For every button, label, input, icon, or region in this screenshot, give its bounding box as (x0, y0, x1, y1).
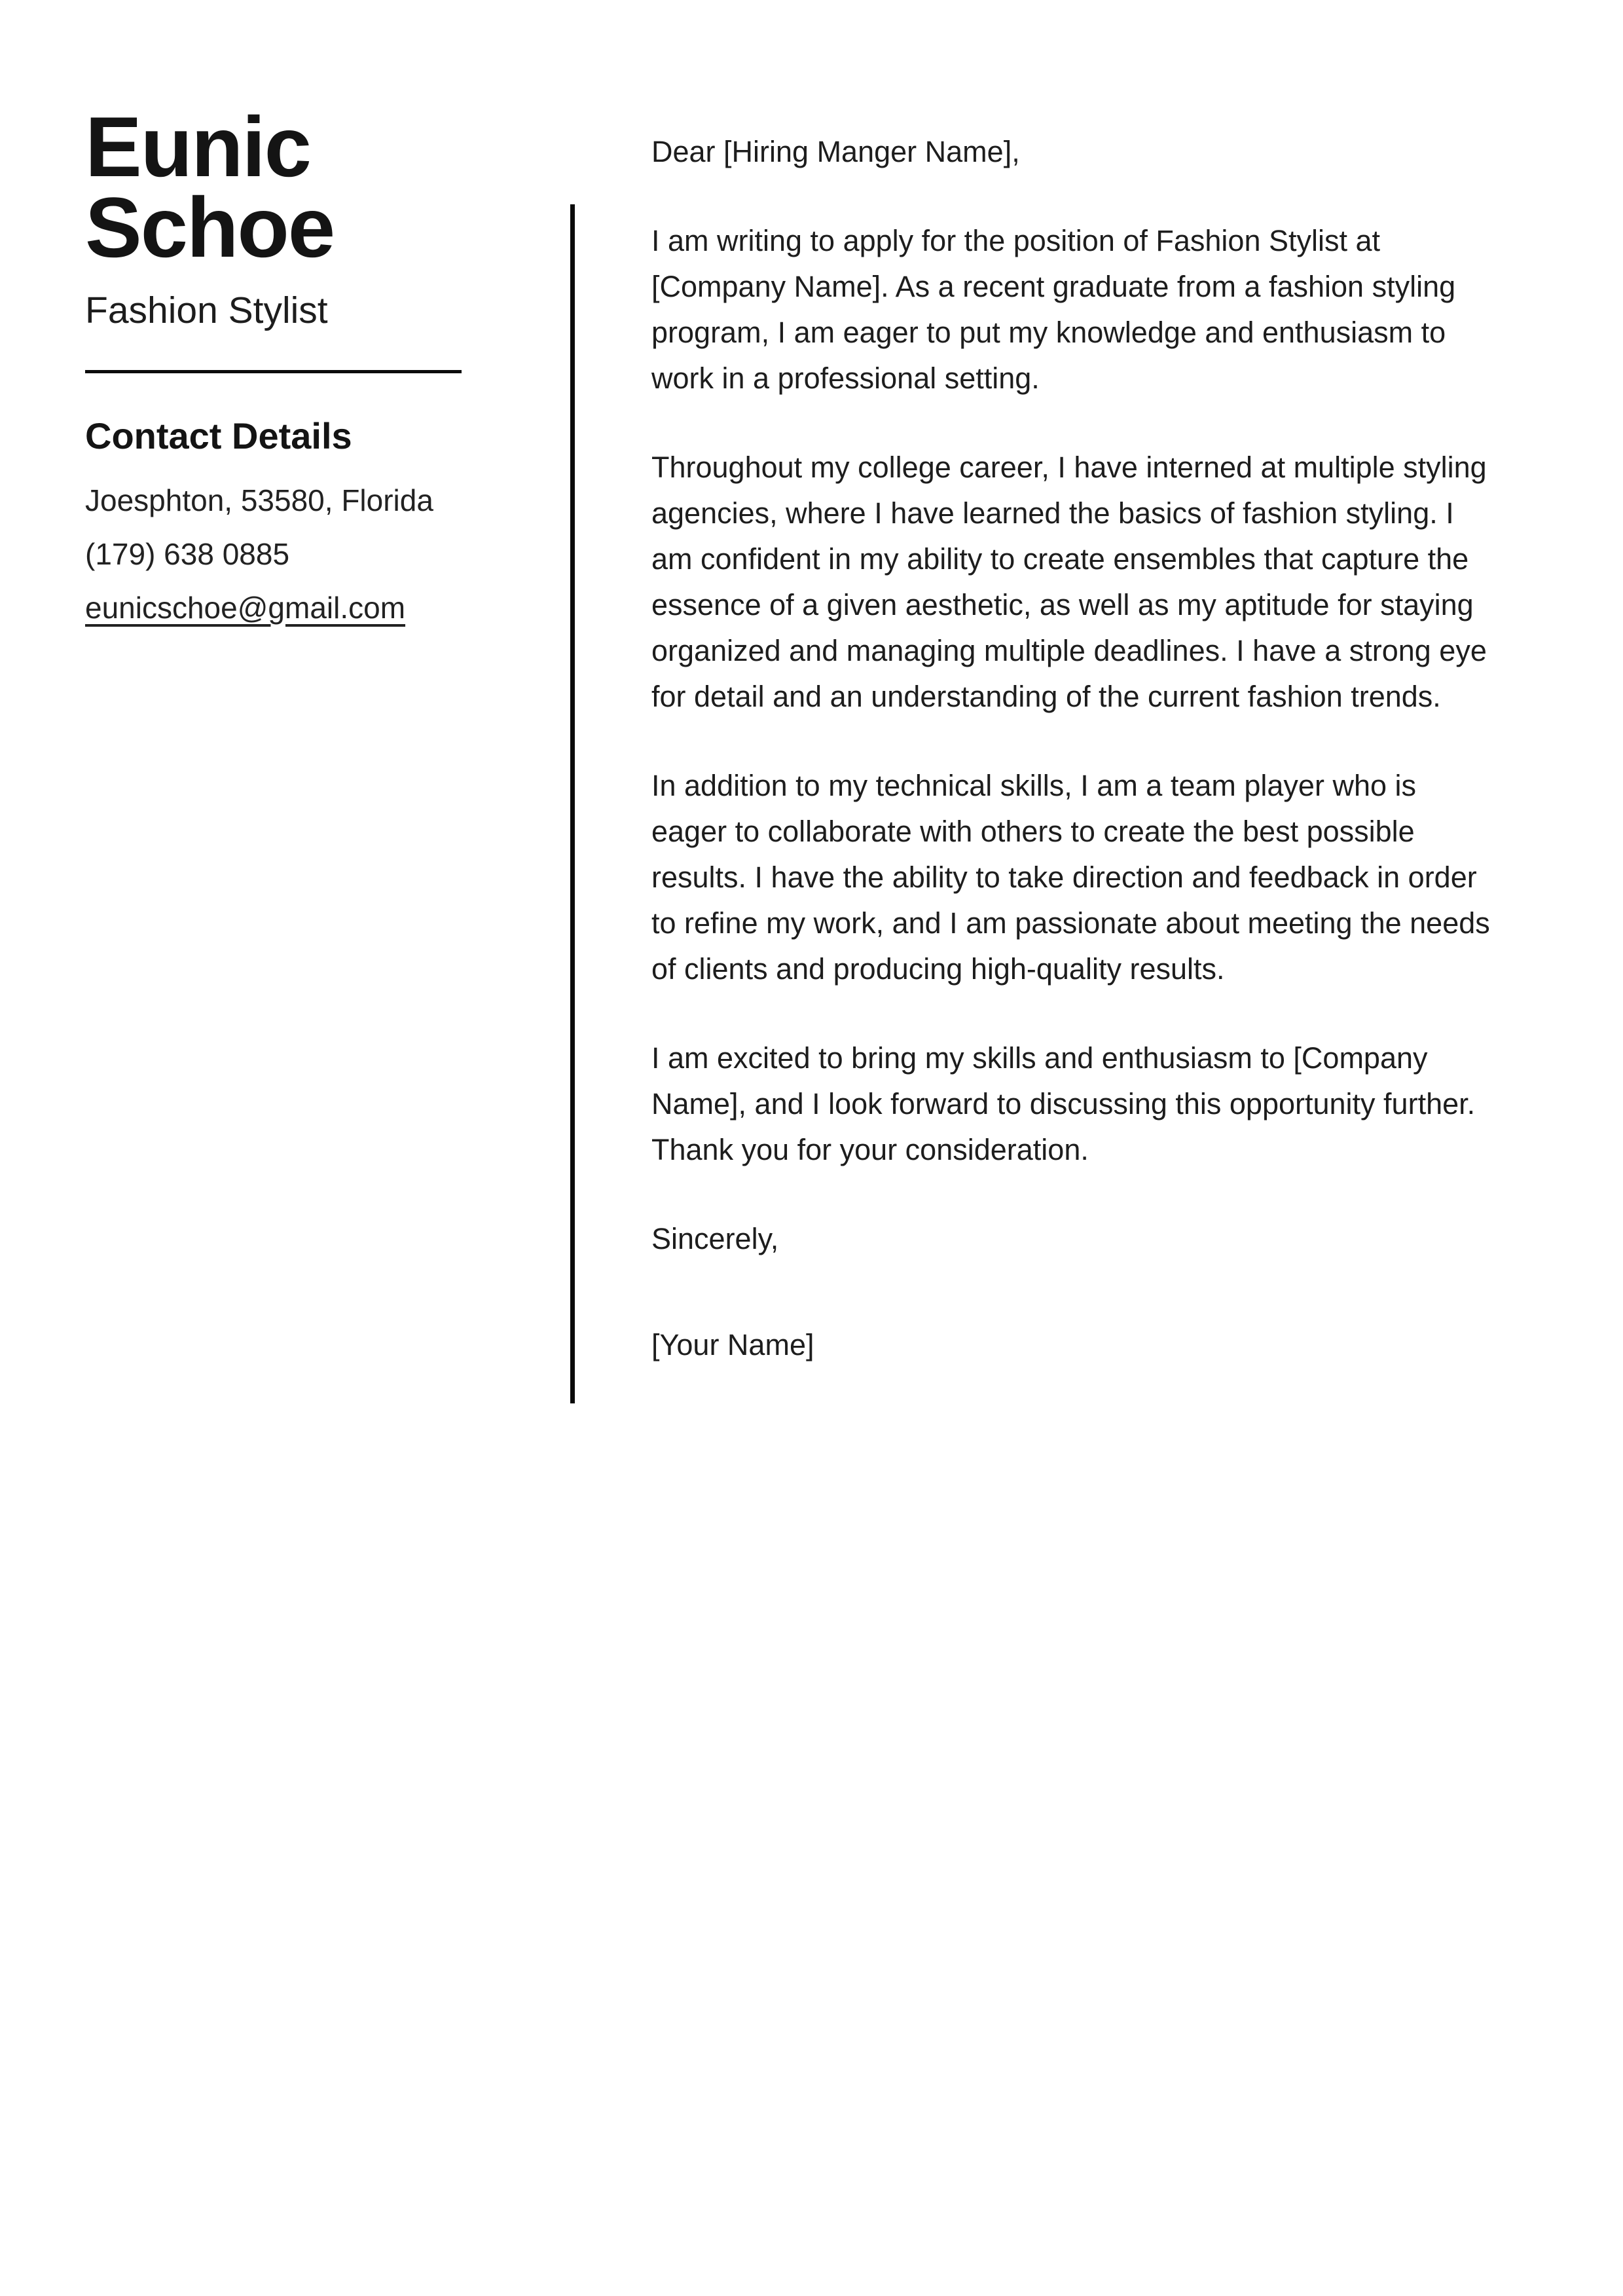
contact-email-link[interactable]: eunicschoe@gmail.com (85, 591, 406, 625)
vertical-divider (570, 204, 575, 1403)
contact-address: Joesphton, 53580, Florida (85, 483, 433, 517)
letter-body (651, 129, 1496, 1368)
letter-greeting: Dear [Hiring Manger Name], (651, 135, 1020, 168)
letter-paragraph: I am writing to apply for the position of Fashion Stylist at [Company Name]. As a recent graduate from a fashion styling program, I am eager to put my knowledge and enthusiasm to work in a professional setting. (651, 224, 1456, 395)
letter-closing: Sincerely, (651, 1222, 779, 1255)
letter-paragraph: Throughout my college career, I have interned at multiple styling agencies, where I have learned the basics of fashion styling. I am confident in my ability to create ensembles that capture the essence of a given aesthetic, as well as my aptitude for staying organized and managing multiple deadlines. I have a strong eye for detail and an understanding of the current fashion trends. (651, 451, 1487, 713)
job-title: Fashion Stylist (85, 289, 328, 331)
letter-paragraph: In addition to my technical skills, I am a team player who is eager to collaborate with others to create the best possible results. I have the ability to take direction and feedback in order to refine my work, and I am passionate about meeting the needs of clients and producing high-quality results. (651, 769, 1490, 986)
contact-details-heading: Contact Details (85, 415, 352, 456)
candidate-name: Eunic Schoe (85, 99, 335, 275)
contact-phone: (179) 638 0885 (85, 537, 290, 571)
letter-paragraph: I am excited to bring my skills and enthusiasm to [Company Name], and I look forward to discussing this opportunity further. Thank you for your consideration. (651, 1041, 1476, 1166)
letter-signature: [Your Name] (651, 1328, 814, 1361)
sidebar-rule (85, 370, 462, 373)
sidebar (85, 99, 504, 626)
contact-email-row (85, 589, 504, 626)
